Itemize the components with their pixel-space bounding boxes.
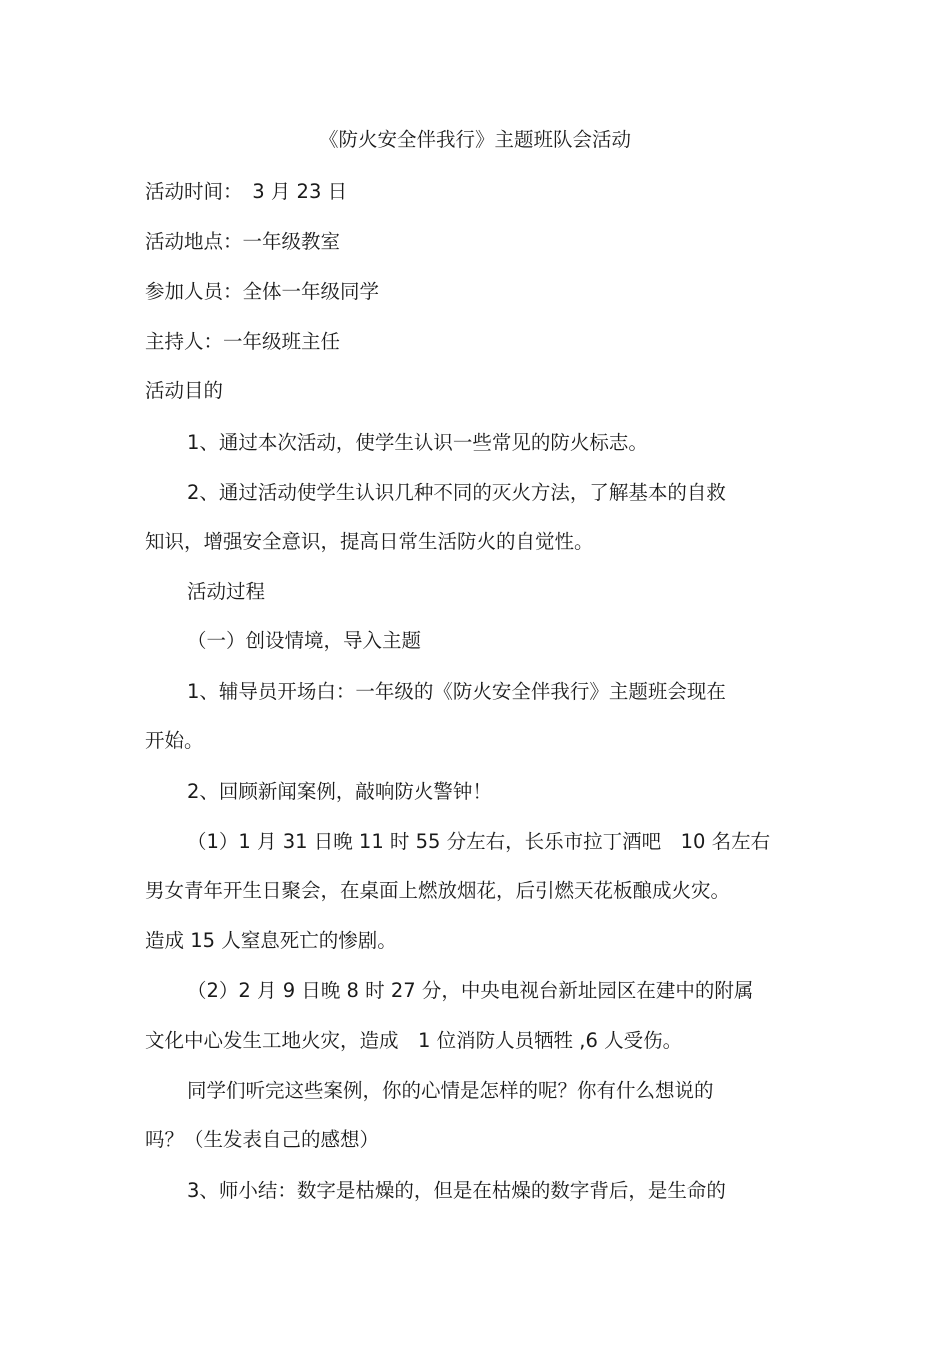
activity-place: 活动地点：一年级教室 — [145, 230, 341, 253]
purpose-item-1: 1、通过本次活动，使学生认识一些常见的防火标志。 — [187, 431, 648, 454]
section-1-heading: （一）创设情境，导入主题 — [187, 629, 422, 652]
activity-time: 活动时间： 3 月 23 日 — [145, 180, 348, 203]
purpose-item-2-line2: 知识，增强安全意识，提高日常生活防火的自觉性。 — [145, 530, 594, 553]
process-heading: 活动过程 — [187, 580, 266, 603]
question-line1: 同学们听完这些案例，你的心情是怎样的呢？你有什么想说的 — [187, 1079, 714, 1102]
purpose-heading: 活动目的 — [145, 379, 224, 402]
activity-host: 主持人：一年级班主任 — [145, 330, 341, 353]
step-3: 3、师小结：数字是枯燥的，但是在枯燥的数字背后，是生命的 — [187, 1179, 726, 1202]
case-1-line2: 男女青年开生日聚会，在桌面上燃放烟花，后引燃天花板酿成火灾。 — [145, 879, 731, 902]
activity-participants: 参加人员：全体一年级同学 — [145, 280, 380, 303]
case-2-line2: 文化中心发生工地火灾，造成 1 位消防人员牺牲 ,6 人受伤。 — [145, 1029, 683, 1052]
step-1-line1: 1、辅导员开场白：一年级的《防火安全伴我行》主题班会现在 — [187, 680, 726, 703]
purpose-item-2-line1: 2、通过活动使学生认识几种不同的灭火方法，了解基本的自救 — [187, 481, 726, 504]
case-1-line3: 造成 15 人窒息死亡的惨剧。 — [145, 929, 397, 952]
step-2: 2、回顾新闻案例，敲响防火警钟！ — [187, 780, 492, 803]
case-2-line1: （2）2 月 9 日晚 8 时 27 分，中央电视台新址园区在建中的附属 — [187, 979, 754, 1002]
case-1-line1: （1）1 月 31 日晚 11 时 55 分左右，长乐市拉丁酒吧 10 名左右 — [187, 830, 771, 853]
step-1-line2: 开始。 — [145, 729, 204, 752]
document-title: 《防火安全伴我行》主题班队会活动 — [318, 128, 631, 151]
question-line2: 吗？（生发表自己的感想） — [145, 1128, 380, 1151]
